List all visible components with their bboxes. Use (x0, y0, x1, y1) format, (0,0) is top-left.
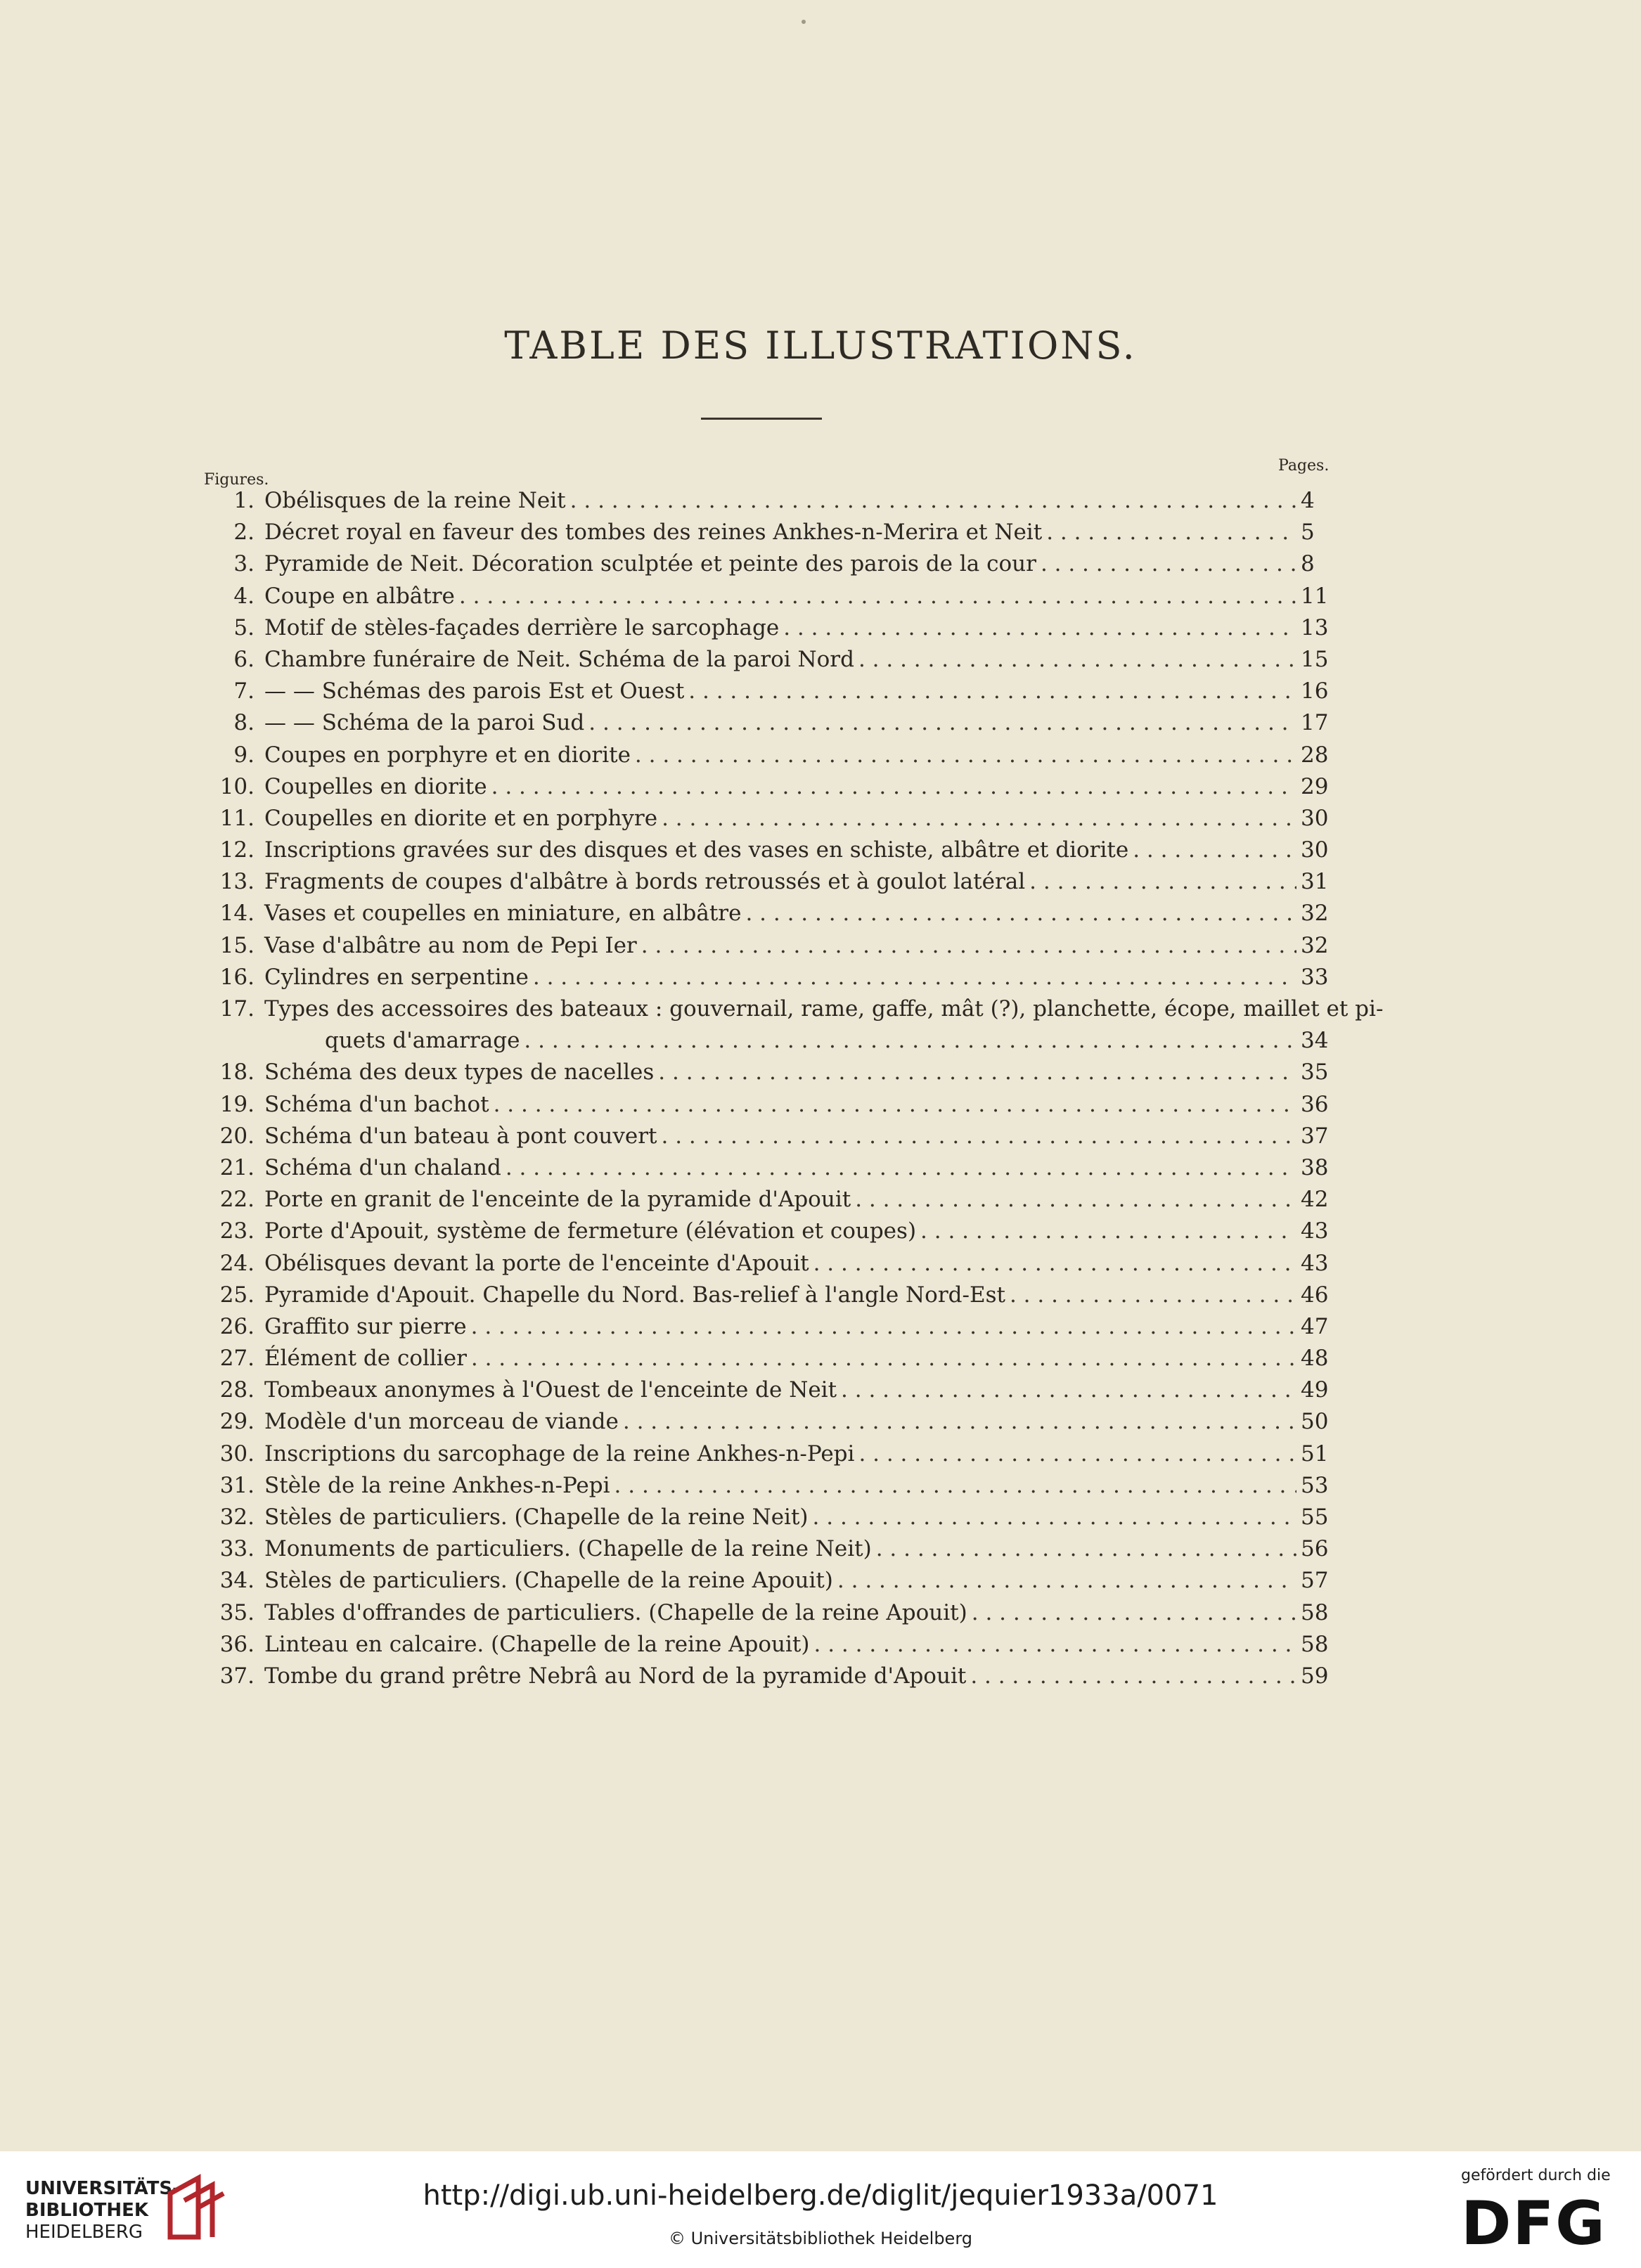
figure-caption: Tombeaux anonymes à l'Ouest de l'enceinte de Neit (264, 1377, 837, 1403)
dot-leader (920, 1216, 1296, 1247)
figure-number: 10. (219, 773, 255, 799)
list-item (204, 1406, 1343, 1438)
figure-caption: Monuments de particuliers. (Chapelle de la reine Neit) (264, 1536, 872, 1562)
figure-caption: Obélisques devant la porte de l'enceinte d'Apouit (264, 1250, 809, 1276)
figure-number: 9. (233, 742, 255, 768)
figure-number: 24. (219, 1250, 255, 1276)
page-number: 32 (1301, 932, 1329, 958)
dot-leader (1041, 548, 1296, 580)
page-number: 55 (1301, 1505, 1329, 1530)
paper-speck (802, 20, 806, 24)
list-item (204, 676, 1343, 707)
page-number: 37 (1301, 1123, 1329, 1149)
figure-caption: Coupe en albâtre (264, 583, 455, 609)
dot-leader (533, 962, 1296, 993)
figure-caption: Porte d'Apouit, système de fermeture (élévation et coupes) (264, 1218, 917, 1244)
figure-caption: Stèles de particuliers. (Chapelle de la reine Neit) (264, 1505, 809, 1530)
list-item (204, 1374, 1343, 1406)
page-number: 53 (1301, 1472, 1329, 1498)
figure-caption: — — Schéma de la paroi Sud (264, 710, 585, 736)
dot-leader (1133, 835, 1296, 866)
dot-leader (972, 1597, 1296, 1629)
dot-leader (1010, 1280, 1296, 1311)
dot-leader (471, 1343, 1296, 1374)
list-item (204, 581, 1343, 612)
list-item (204, 1184, 1343, 1216)
figure-number: 37. (219, 1663, 255, 1689)
page-number: 33 (1301, 964, 1329, 990)
figure-number: 27. (219, 1346, 255, 1372)
page-number: 28 (1301, 742, 1329, 768)
dot-leader (813, 1502, 1296, 1533)
figure-number: 33. (219, 1536, 255, 1562)
dot-leader (459, 581, 1296, 612)
figure-number: 23. (219, 1218, 255, 1244)
figure-caption: Stèles de particuliers. (Chapelle de la reine Apouit) (264, 1568, 833, 1594)
page-number: 16 (1301, 678, 1329, 704)
page-number: 30 (1301, 837, 1329, 863)
dot-leader (471, 1311, 1296, 1343)
dot-leader (970, 1661, 1296, 1692)
figure-caption: Cylindres en serpentine (264, 964, 529, 990)
figure-caption: Fragments de coupes d'albâtre à bords retroussés et à goulot latéral (264, 869, 1026, 895)
figure-caption: Porte en granit de l'enceinte de la pyramide d'Apouit (264, 1187, 851, 1213)
figure-caption: Tombe du grand prêtre Nebrâ au Nord de la pyramide d'Apouit (264, 1663, 967, 1689)
dot-leader (688, 676, 1296, 707)
page-number: 43 (1301, 1250, 1329, 1276)
dfg-logo[interactable]: DFG (1461, 2189, 1607, 2259)
figure-number: 2. (233, 520, 255, 546)
page-number: 17 (1301, 710, 1329, 736)
figure-caption: Tables d'offrandes de particuliers. (Chapelle de la reine Apouit) (264, 1599, 967, 1625)
figure-caption: Élément de collier (264, 1346, 467, 1372)
figure-caption: Coupelles en diorite (264, 773, 487, 799)
figure-number: 36. (219, 1631, 255, 1657)
figure-caption: Chambre funéraire de Neit. Schéma de la paroi Nord (264, 646, 854, 672)
list-item (204, 1057, 1343, 1088)
dot-leader (855, 1184, 1296, 1216)
dot-leader (588, 707, 1296, 739)
dot-leader (745, 898, 1296, 929)
figure-caption: Schéma des deux types de nacelles (264, 1059, 655, 1085)
figure-caption: Décret royal en faveur des tombes des reines Ankhes-n-Merira et Neit (264, 520, 1043, 546)
figure-number: 11. (219, 805, 255, 831)
figure-number: 18. (219, 1059, 255, 1085)
figures-column-label: Figures. (204, 471, 269, 489)
dot-leader (813, 1248, 1296, 1280)
list-item (204, 1152, 1343, 1184)
page-number: 31 (1301, 869, 1329, 895)
figure-number: 30. (219, 1441, 255, 1467)
dot-leader (524, 1025, 1296, 1057)
figure-number: 19. (219, 1091, 255, 1117)
list-item (204, 1311, 1343, 1343)
page-number: 29 (1301, 773, 1329, 799)
list-item (204, 1502, 1343, 1533)
figure-caption: Obélisques de la reine Neit (264, 488, 566, 513)
figure-number: 29. (219, 1409, 255, 1435)
page-number: 11 (1301, 583, 1329, 609)
dot-leader (623, 1406, 1296, 1438)
list-item (204, 485, 1343, 517)
page-number: 46 (1301, 1282, 1329, 1308)
list-item (204, 1216, 1343, 1247)
page-number: 4 (1301, 488, 1315, 513)
dot-leader (662, 803, 1296, 835)
page-number: 47 (1301, 1313, 1329, 1339)
list-item (204, 993, 1384, 1025)
list-item (204, 930, 1343, 962)
list-item (204, 740, 1343, 771)
figure-number: 20. (219, 1123, 255, 1149)
figure-number: 26. (219, 1313, 255, 1339)
list-item (204, 1248, 1343, 1280)
dot-leader (635, 740, 1296, 771)
dot-leader (1029, 866, 1296, 898)
page-number: 56 (1301, 1536, 1329, 1562)
page-number: 13 (1301, 614, 1329, 640)
figure-number: 15. (219, 932, 255, 958)
dot-leader (841, 1374, 1296, 1406)
figure-caption: Schéma d'un chaland (264, 1154, 501, 1180)
dot-leader (614, 1470, 1296, 1502)
dot-leader (641, 930, 1296, 962)
figure-number: 25. (219, 1282, 255, 1308)
dot-leader (837, 1565, 1296, 1597)
page-number: 58 (1301, 1631, 1329, 1657)
figure-number: 35. (219, 1599, 255, 1625)
figure-number: 6. (233, 646, 255, 672)
figure-caption: quets d'amarrage (325, 1028, 520, 1054)
funding-label: gefördert durch die (1461, 2167, 1611, 2184)
figure-number: 8. (233, 710, 255, 736)
page-number: 48 (1301, 1346, 1329, 1372)
figure-caption: Modèle d'un morceau de viande (264, 1409, 619, 1435)
figure-number: 13. (219, 869, 255, 895)
page-number: 43 (1301, 1218, 1329, 1244)
figure-number: 16. (219, 964, 255, 990)
list-item (204, 1438, 1343, 1470)
page-number: 57 (1301, 1568, 1329, 1594)
dot-leader (876, 1533, 1296, 1565)
illustration-list (204, 485, 1384, 1692)
list-item (204, 1470, 1343, 1502)
document-url-link[interactable]: http://digi.ub.uni-heidelberg.de/diglit/jequier1933a/0071 (423, 2179, 1218, 2212)
page-number: 35 (1301, 1059, 1329, 1085)
dot-leader (1046, 517, 1296, 548)
page-number: 58 (1301, 1599, 1329, 1625)
figure-number: 32. (219, 1505, 255, 1530)
copyright-notice: © Universitätsbibliothek Heidelberg (668, 2229, 972, 2248)
figure-number: 12. (219, 837, 255, 863)
figure-caption: — — Schémas des parois Est et Ouest (264, 678, 685, 704)
page-number: 32 (1301, 901, 1329, 927)
list-item (204, 1121, 1343, 1152)
list-item (204, 1661, 1343, 1692)
page-number: 38 (1301, 1154, 1329, 1180)
page-number: 42 (1301, 1187, 1329, 1213)
dot-leader (658, 1057, 1296, 1088)
list-item (204, 803, 1343, 835)
list-item (204, 771, 1343, 803)
figure-caption: Coupes en porphyre et en diorite (264, 742, 631, 768)
figure-number: 21. (219, 1154, 255, 1180)
page-number: 5 (1301, 520, 1315, 546)
page-title: TABLE DES ILLUSTRATIONS. (504, 323, 1137, 368)
list-item (204, 517, 1343, 548)
page-number: 15 (1301, 646, 1329, 672)
list-item (204, 548, 1343, 580)
list-item (204, 835, 1343, 866)
list-item (204, 962, 1343, 993)
list-item (204, 1565, 1343, 1597)
page-number: 36 (1301, 1091, 1329, 1117)
figure-caption: Schéma d'un bateau à pont couvert (264, 1123, 657, 1149)
dot-leader (813, 1629, 1296, 1661)
page-number: 30 (1301, 805, 1329, 831)
figure-caption: Vase d'albâtre au nom de Pepi Ier (264, 932, 637, 958)
figure-caption: Inscriptions du sarcophage de la reine Ankhes-n-Pepi (264, 1441, 855, 1467)
list-item (204, 612, 1343, 644)
figure-number: 14. (219, 901, 255, 927)
list-item (204, 898, 1343, 929)
figure-caption: Stèle de la reine Ankhes-n-Pepi (264, 1472, 610, 1498)
list-item (204, 1533, 1343, 1565)
list-item (204, 1280, 1343, 1311)
dot-leader (661, 1121, 1296, 1152)
figure-caption: Linteau en calcaire. (Chapelle de la reine Apouit) (264, 1631, 810, 1657)
dot-leader (491, 771, 1296, 803)
page-number: 8 (1301, 551, 1315, 577)
list-item (204, 644, 1343, 676)
figure-number: 17. (219, 996, 255, 1022)
list-item (204, 866, 1343, 898)
footer-bar (0, 2151, 1641, 2268)
figure-caption: Schéma d'un bachot (264, 1091, 489, 1117)
figure-caption: Types des accessoires des bateaux : gouvernail, rame, gaffe, mât (?), planchette, écope, maillet et pi- (264, 996, 1384, 1022)
list-item (204, 1025, 1343, 1057)
dot-leader (783, 612, 1296, 644)
figure-caption: Coupelles en diorite et en porphyre (264, 805, 658, 831)
page-number: 49 (1301, 1377, 1329, 1403)
library-name-line3: HEIDELBERG (25, 2222, 143, 2243)
figure-caption: Pyramide de Neit. Décoration sculptée et peinte des parois de la cour (264, 551, 1036, 577)
figure-caption: Motif de stèles-façades derrière le sarcophage (264, 614, 780, 640)
figure-number: 34. (219, 1568, 255, 1594)
dot-leader (858, 644, 1296, 676)
figure-caption: Inscriptions gravées sur des disques et des vases en schiste, albâtre et diorite (264, 837, 1129, 863)
list-item (204, 707, 1343, 739)
pages-column-label: Pages. (1278, 457, 1330, 475)
figure-number: 5. (233, 614, 255, 640)
list-item (204, 1089, 1343, 1121)
dot-leader (494, 1089, 1296, 1121)
figure-number: 31. (219, 1472, 255, 1498)
list-item (204, 1343, 1343, 1374)
page-number: 50 (1301, 1409, 1329, 1435)
list-item (204, 1629, 1343, 1661)
figure-number: 1. (233, 488, 255, 513)
dot-leader (858, 1438, 1296, 1470)
library-name-line2: BIBLIOTHEK (25, 2200, 149, 2221)
dot-leader (506, 1152, 1296, 1184)
library-name-line1: UNIVERSITÄTS- (25, 2178, 180, 2199)
figure-caption: Vases et coupelles en miniature, en albâtre (264, 901, 742, 927)
page-number: 34 (1301, 1028, 1329, 1054)
list-item (204, 1597, 1343, 1629)
page-number: 59 (1301, 1663, 1329, 1689)
figure-caption: Graffito sur pierre (264, 1313, 467, 1339)
figure-number: 3. (233, 551, 255, 577)
figure-number: 4. (233, 583, 255, 609)
figure-number: 28. (219, 1377, 255, 1403)
page-number: 51 (1301, 1441, 1329, 1467)
figure-caption: Pyramide d'Apouit. Chapelle du Nord. Bas-relief à l'angle Nord-Est (264, 1282, 1005, 1308)
figure-number: 22. (219, 1187, 255, 1213)
figure-number: 7. (233, 678, 255, 704)
dot-leader (570, 485, 1296, 517)
title-rule (701, 418, 822, 420)
